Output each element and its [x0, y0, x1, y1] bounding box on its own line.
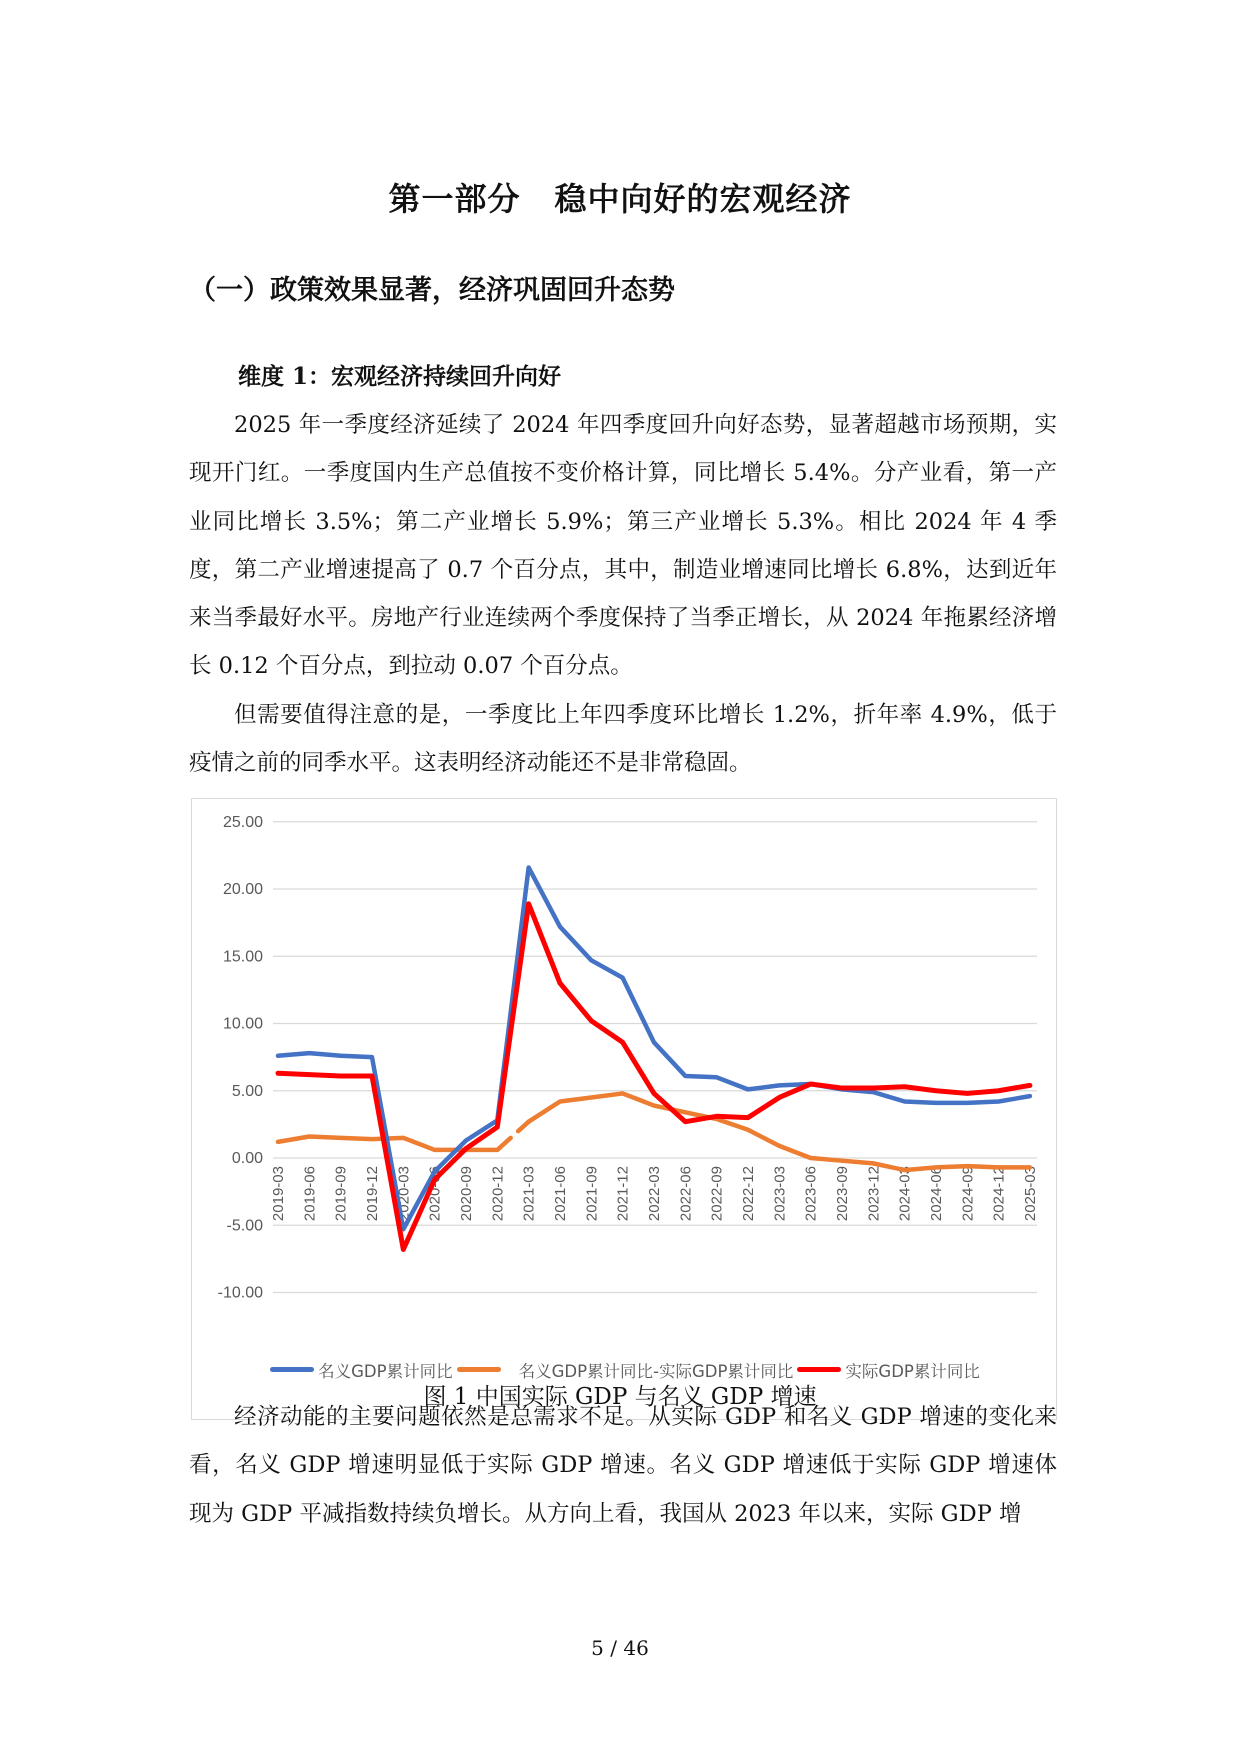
legend-label: 实际GDP累计同比	[845, 1361, 980, 1381]
legend-swatch-icon	[270, 1367, 314, 1372]
x-tick-label: 2021-06	[551, 1166, 569, 1222]
x-tick-label: 2022-06	[677, 1166, 695, 1222]
legend-label: 名义GDP累计同比-实际GDP累计同比	[518, 1361, 794, 1381]
y-tick-label: 0.00	[231, 1150, 263, 1167]
legend-label: 名义GDP累计同比	[318, 1361, 453, 1381]
paragraph: 2025 年一季度经济延续了 2024 年四季度回升向好态势，显著超越市场预期，实现开门红。一季度国内生产总值按不变价格计算，同比增长 5.4%。分产业看，第一产业同比增长 3.5%；第二产业增长 5.9%；第三产业增长 5.3%。相比 2024 年 4 季度，第二产业增速提高了 0.7 个百分点，其中，制造业增速同比增长 6.8%，达到近年来当季最好水平。房地产行业连续两个季度保持了当季正增长，从 2024 年拖累经济增长 0.12 个百分点，到拉动 0.07 个百分点。	[189, 412, 1057, 680]
y-tick-label: 25.00	[222, 813, 263, 831]
x-tick-label: 2023-09	[833, 1166, 851, 1222]
body-text-before-figure	[189, 401, 1057, 787]
y-tick-label: -5.00	[226, 1217, 263, 1235]
series-line-dashed-segment	[497, 1122, 528, 1150]
y-tick-label: -10.00	[217, 1284, 263, 1302]
x-tick-label: 2024-06	[927, 1166, 945, 1222]
legend-swatch-icon	[457, 1367, 501, 1372]
x-tick-label: 2023-06	[802, 1166, 820, 1222]
x-tick-label: 2021-12	[614, 1166, 632, 1222]
page-number: 5 / 46	[591, 1636, 649, 1660]
x-tick-label: 2020-09	[457, 1166, 475, 1222]
x-tick-label: 2019-03	[270, 1166, 287, 1222]
figure-caption: 图 1 中国实际 GDP 与名义 GDP 增速	[423, 1384, 817, 1410]
body-text-after-figure	[189, 1393, 1057, 1538]
part-title	[0, 174, 1240, 220]
paragraph: 但需要值得注意的是，一季度比上年四季度环比增长 1.2%，折年率 4.9%，低于疫情之前的同季水平。这表明经济动能还不是非常稳固。	[189, 701, 1057, 777]
part-title-number: 第一部分	[388, 180, 521, 218]
gdp-growth-chart	[191, 798, 1057, 1420]
x-tick-label: 2025-03	[1021, 1166, 1039, 1222]
sub-heading: 维度 1：宏观经济持续回升向好	[238, 363, 562, 390]
x-tick-label: 2019-12	[363, 1166, 381, 1222]
x-tick-label: 2024-03	[896, 1166, 914, 1222]
y-tick-label: 5.00	[231, 1082, 263, 1100]
x-tick-label: 2020-03	[395, 1166, 413, 1222]
part-title-text: 稳中向好的宏观经济	[554, 180, 852, 218]
y-tick-label: 15.00	[222, 948, 263, 966]
y-tick-label: 20.00	[222, 881, 263, 898]
y-tick-label: 10.00	[222, 1015, 263, 1033]
x-tick-label: 2020-06	[426, 1166, 444, 1222]
section-heading: （一）政策效果显著，经济巩固回升态势	[189, 275, 675, 306]
x-tick-label: 2021-09	[583, 1166, 601, 1222]
x-tick-label: 2024-09	[959, 1166, 977, 1222]
paragraph: 经济动能的主要问题依然是总需求不足。从实际 GDP 和名义 GDP 增速的变化来看，名义 GDP 增速明显低于实际 GDP 增速。名义 GDP 增速低于实际 GDP 增速体现为 GDP 平减指数持续负增长。从方向上看，我国从 2023 年以来，实际 GDP 增	[189, 1404, 1057, 1527]
chart-plot-area	[192, 799, 1058, 1421]
x-tick-label: 2020-12	[489, 1166, 507, 1222]
x-tick-label: 2023-03	[771, 1166, 789, 1222]
x-tick-label: 2023-12	[865, 1166, 883, 1222]
x-tick-label: 2022-03	[645, 1166, 663, 1222]
x-tick-label: 2019-06	[301, 1166, 319, 1222]
x-tick-label: 2021-03	[520, 1166, 538, 1222]
x-tick-label: 2019-09	[332, 1166, 350, 1222]
legend-swatch-icon	[797, 1367, 841, 1372]
x-tick-label: 2022-12	[739, 1166, 757, 1222]
x-tick-label: 2024-12	[990, 1166, 1008, 1222]
x-tick-label: 2022-09	[708, 1166, 726, 1222]
